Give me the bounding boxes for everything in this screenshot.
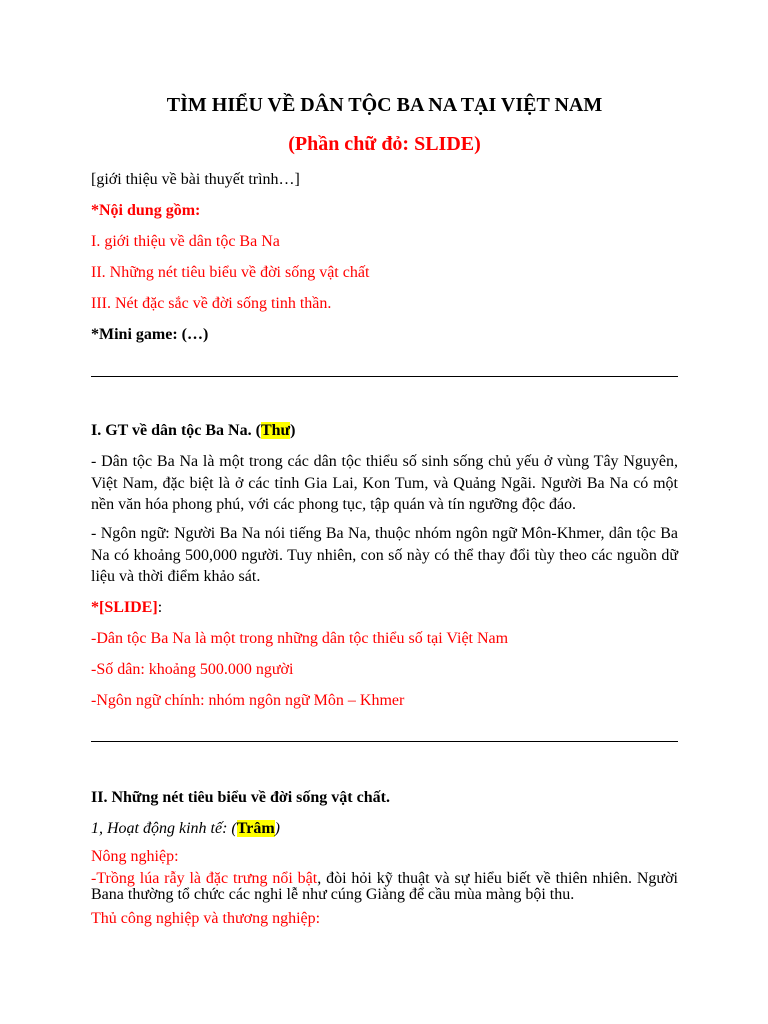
document-title: TÌM HIỂU VỀ DÂN TỘC BA NA TẠI VIỆT NAM bbox=[166, 94, 603, 116]
contents-heading: *Nội dung gồm: bbox=[91, 202, 201, 219]
section2-subheading-suffix: ) bbox=[274, 820, 280, 837]
section1-paragraph-1: - Dân tộc Ba Na là một trong các dân tộc thiểu số sinh sống chủ yếu ở vùng Tây Nguyên, Việt Nam, đặc biệt là ở các tỉnh Gia Lai, Kon Tum, và Quảng Ngãi. Người Ba Na có một nền văn hóa phong phú, với các phong tục, tập quán và tín ngưỡng độc đáo. bbox=[91, 453, 678, 513]
slide-label: *[SLIDE] bbox=[91, 599, 158, 616]
contents-item-3: III. Nét đặc sắc về đời sống tinh thần. bbox=[91, 295, 332, 312]
agriculture-label: Nông nghiệp: bbox=[91, 848, 179, 865]
presenter-highlight: Thư bbox=[260, 422, 291, 439]
agriculture-rest-text: , đòi hỏi kỹ thuật và sự hiểu biết về thiên nhiên. Người Bana thường tổ chức các nghi lễ như cúng Giàng để cầu mùa màng bội thu. bbox=[91, 870, 679, 903]
slide-item-2: -Số dân: khoảng 500.000 người bbox=[91, 661, 294, 678]
section1-heading-suffix: ) bbox=[290, 422, 296, 439]
mini-game-line: *Mini game: (…) bbox=[91, 326, 209, 343]
slide-label-line bbox=[91, 598, 162, 618]
document-subtitle: (Phần chữ đỏ: SLIDE) bbox=[288, 133, 481, 155]
craft-trade-label: Thủ công nghiệp và thương nghiệp: bbox=[91, 910, 321, 927]
agriculture-paragraph bbox=[91, 871, 678, 903]
contents-item-1: I. giới thiệu về dân tộc Ba Na bbox=[91, 233, 280, 250]
slide-item-3: -Ngôn ngữ chính: nhóm ngôn ngữ Môn – Khmer bbox=[91, 692, 405, 709]
section1-paragraph-2: - Ngôn ngữ: Người Ba Na nói tiếng Ba Na, thuộc nhóm ngôn ngữ Môn-Khmer, dân tộc Ba Na có khoảng 500,000 người. Tuy nhiên, con số này có thể thay đổi tùy theo các nguồn dữ liệu và thời điểm khảo sát. bbox=[91, 525, 678, 585]
agriculture-highlight-text: -Trồng lúa rẫy là đặc trưng nổi bật bbox=[91, 870, 318, 887]
section-divider bbox=[91, 376, 678, 377]
slide-item-1: -Dân tộc Ba Na là một trong những dân tộc thiểu số tại Việt Nam bbox=[91, 630, 509, 647]
section2-subheading-prefix: 1, Hoạt động kinh tế: ( bbox=[91, 820, 237, 837]
slide-label-colon: : bbox=[157, 599, 163, 616]
section2-subheading bbox=[91, 819, 280, 839]
section2-heading: II. Những nét tiêu biểu về đời sống vật chất. bbox=[91, 789, 390, 806]
section-divider bbox=[91, 741, 678, 742]
contents-item-2: II. Những nét tiêu biểu về đời sống vật chất bbox=[91, 264, 370, 281]
section1-heading bbox=[91, 421, 295, 441]
presenter-highlight: Trâm bbox=[236, 820, 275, 837]
section1-heading-prefix: I. GT về dân tộc Ba Na. ( bbox=[91, 422, 261, 439]
intro-note: [giới thiệu về bài thuyết trình…] bbox=[91, 171, 300, 188]
